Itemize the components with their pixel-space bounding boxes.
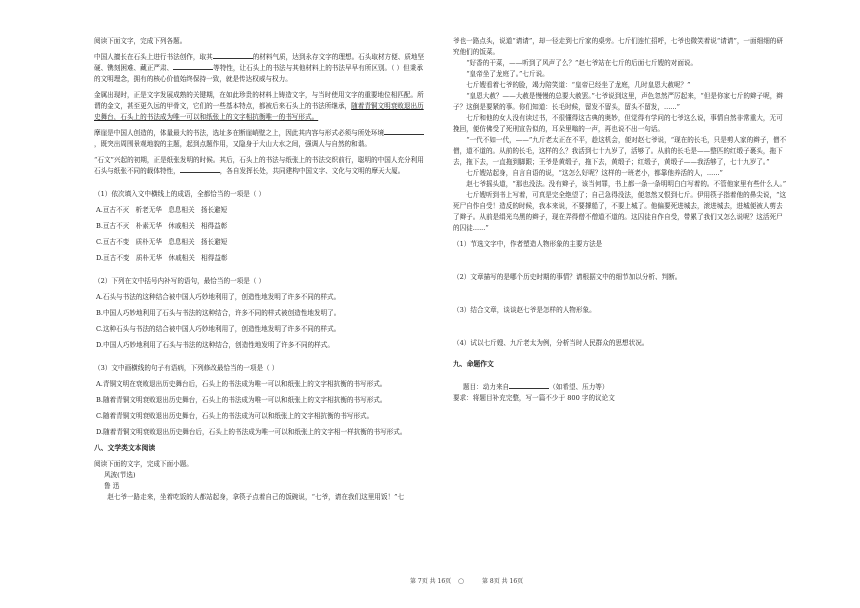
q3-option-a[interactable]: A.青铜文明在衰败退出历史舞台后，石头上的书法成为唯一可以和纸张上的文字相抗衡的书写形式。 xyxy=(96,380,387,388)
essay-requirement: 要求：将题目补充完整，写一篇不少于 800 字的议论文 xyxy=(453,394,615,402)
question-3: （3）文中画横线的句子有语病，下列修改最恰当的一项是（ ） xyxy=(94,364,279,372)
q3-option-c[interactable]: C.随着青铜文明衰败退出历史舞台，石头上的书法成为可以和纸张上的文字相抗衡的书写形式。 xyxy=(96,412,374,420)
q1-option-b[interactable]: B.亘古不灭 朴素无华 休戚相关 相得益彰 xyxy=(96,222,228,230)
page-number-right: 第 8页 共 16页 xyxy=(482,578,524,585)
passage-paragraph: 七斤嫂站起身，自言自语的说，“这怎么好呢？这样的一班老小，都靠他养活的人，......” xyxy=(466,169,723,177)
page-number-left: 第 7页 共 16页 xyxy=(410,578,452,585)
fill-blank[interactable] xyxy=(213,52,253,59)
passage-paragraph: 赵七爷摇头道，“那也没法。没有辫子，该当何罪，书上都一条一条明明白白写着的。不管他家里有些什么人。” xyxy=(466,180,787,188)
passage-author: 鲁 迅 xyxy=(104,482,120,490)
passage-paragraph: 金属出现时，正是文字发展成熟的关键期，在如此珍贵的材料上铸造文字，与当时使用文字的重要地位相匹配。所谓的金文，甚至更久远的甲骨文，它们的一些基本特点，都被后来石头上的书法所继承，随着青铜文明衰败退出历史舞台，石头上的书法成为唯一可以和纸张上的文字相抗衡唯一的书写形式。 xyxy=(94,91,424,121)
q2-option-a[interactable]: A.石头与书法的这种结合被中国人巧妙地利用了，创造性地发明了许多不同的样式。 xyxy=(96,293,341,301)
underlined-sentence: 随着青铜文明衰败退出历史舞台，石头上的书法成为唯一可以和纸张上的文字相抗衡唯一的书写形式。 xyxy=(94,102,424,121)
q1-option-d[interactable]: D.亘古不变 质朴无华 休戚相关 相得益彰 xyxy=(96,254,228,262)
left-column xyxy=(94,36,428,503)
question-4: （4）试以七斤嫂、九斤老太为例，分析当时人民群众的思想状况。 xyxy=(453,339,649,347)
passage-paragraph: 七斤嫂看着七爷的脸，竭力陪笑道：“皇帝已经坐了龙庭，几时皇恩大赦呢？” xyxy=(466,81,691,89)
fill-blank[interactable] xyxy=(173,63,213,70)
passage-paragraph: “好香的干菜，——听到了风声了么？”赵七爷站在七斤的后面七斤嫂的对面说。 xyxy=(466,59,698,67)
fill-blank[interactable] xyxy=(509,382,549,389)
circle-icon: ○ xyxy=(458,577,465,585)
q1-options xyxy=(94,205,428,264)
q3-option-b[interactable]: B.随着青铜文明衰败退出历史舞台，石头上的书法成为唯一可以和纸张上的文字相抗衡的书写形式。 xyxy=(96,396,387,404)
question-1: （1）节选文字中，作者塑造人物形象的主要方法是 xyxy=(453,240,603,248)
passage-paragraph: “石文”兴起的初期，正是纸张发明的时候。其后，石头上的书法与纸张上的书法交织前行，聪明的中国人充分利用石头与纸张不同的载体特性， ，各自发挥长处，共同建构中国文字、文化与文明的摩天大厦。 xyxy=(94,156,424,175)
q1-option-c[interactable]: C.亘古不变 质朴无华 息息相关 扬长避短 xyxy=(96,238,228,246)
passage-paragraph: 赵七爷一路走来，坐着吃饭的人都站起身，拿筷子点着自己的饭碗说，“七爷，请在我们这里用饭！”七 xyxy=(107,493,405,501)
passage-title: 风波(节选) xyxy=(104,471,136,479)
right-column xyxy=(453,36,787,404)
section-heading: 九、命题作文 xyxy=(453,360,494,368)
question-2: （2）文章描写的是哪个历史时期的事情？请根据文中的细节加以分析、判断。 xyxy=(453,273,682,281)
essay-topic: 题目：动力来自 （如希望、压力等） xyxy=(463,383,609,391)
fill-blank[interactable] xyxy=(384,128,424,135)
answer-space[interactable] xyxy=(453,250,787,272)
q2-option-d[interactable]: D.中国人巧妙地利用了石头与书法的这种结合，创造性地发明了许多不同的样式。 xyxy=(96,341,334,349)
q3-option-d[interactable]: D.随着青铜文明衰败退出历史舞台后，石头上的书法成为唯一可以和纸张上的文字相一样抗衡的书写形式。 xyxy=(96,428,407,436)
passage-paragraph: 摩崖是中国人创造的，体量最大的书法，选址多在断崖峭壁之上，因此其内容与形式必须与所处环境，既突出周围景观地貌的主题，起到点题作用，又隐身于大山大水之间，强调人与自然的和谐。 xyxy=(94,128,428,150)
question-2: （2）下列在文中括号内补写的语句，最恰当的一项是（ ） xyxy=(94,277,266,285)
question-3: （3）结合文章，谈谈赵七爷是怎样的人物形象。 xyxy=(453,306,596,314)
section-instruction: 阅读下面的文字，完成下面小题。 xyxy=(94,460,193,468)
reading-instruction: 阅读下面文字，完成下列各题。 xyxy=(94,37,187,45)
fill-blank[interactable] xyxy=(180,166,220,173)
passage-paragraph: 七斤嫂听到书上写着，可真是完全绝望了；自己急得没法，便忽然又恨到七斤。伊用筷子指着他的鼻尖说，“这死尸自作自受！造反的时候，我本来说，不要撑船了，不要上城了。他偏要死进城去，滚进城去，进城便被人剪去了辫子。从前是绢光乌黑的辫子，现在弄得僧不僧道不道的。这囚徒自作自受，带累了我们又怎么说呢？这活死尸的囚徒......” xyxy=(453,191,787,232)
passage-paragraph: 七斤和他的女人没有读过书，不很懂得这古典的奥妙，但觉得有学问的七爷这么说，事情自然非常重大，无可挽回，便仿佛受了死刑宣告似的，耳朵里嗡的一声，再也说不出一句话。 xyxy=(453,114,783,133)
passage-paragraph: “一代不如一代，——”九斤老太正在不平，趁这机会，便对赵七爷说，“现在的长毛，只是剪人家的辫子，僧不僧，道不道的。从前的长毛，这样的么？我活到七十九岁了，活够了。从前的长毛是——整匹的红缎子裹头，拖下去，拖下去，一直拖到脚跟；王爷是黄缎子，拖下去，黄缎子；红缎子，黄缎子——我活够了，七十九岁了。” xyxy=(453,136,787,166)
q2-option-c[interactable]: C.这种石头与书法的结合被中国人巧妙地利用了，创造性地发明了许多不同的样式。 xyxy=(96,325,341,333)
section-heading: 八、文学类文本阅读 xyxy=(94,444,156,452)
passage-paragraph: 爷也一路点头，说道“请请”，却一径走到七斤家的桌旁。七斤们连忙招呼，七爷也微笑着说“请请”，一面细细的研究他们的饭菜。 xyxy=(453,37,783,56)
answer-space[interactable] xyxy=(453,316,787,338)
passage-paragraph: “皇恩大赦？——大赦是慢慢的总要大赦罢。”七爷说到这里，声色忽然严厉起来，“但是你家七斤的辫子呢，辫子？这倒是要紧的事。你们知道：长毛时候，留发不留头，留头不留发，......” xyxy=(453,92,783,111)
q1-option-a[interactable]: A.亘古不灭 析老无华 息息相关 扬长避短 xyxy=(96,206,228,214)
answer-space[interactable] xyxy=(453,283,787,305)
question-1: （1）依次填入文中横线上的成语，全都恰当的一项是（ ） xyxy=(94,190,266,198)
passage-paragraph: “皇帝坐了龙庭了。”七斤说。 xyxy=(466,70,549,78)
passage-paragraph: 中国人擅长在石头上进行书法创作，取其 的材料气质，达到永存文字的理想。石头取材方便、质地坚硬、镌刻困难、藏正严肃、 等特性，让石头上的书法与其他材料上的书法早早有所区别。（ ）但秉承的文明理念，拥有的核心价值始终保持一致，就是传达权威与权力。 xyxy=(94,53,425,83)
q2-option-b[interactable]: B.中国人巧妙地利用了石头与书法的这种结合，许多不同的样式被创造性地发明了。 xyxy=(96,309,341,317)
